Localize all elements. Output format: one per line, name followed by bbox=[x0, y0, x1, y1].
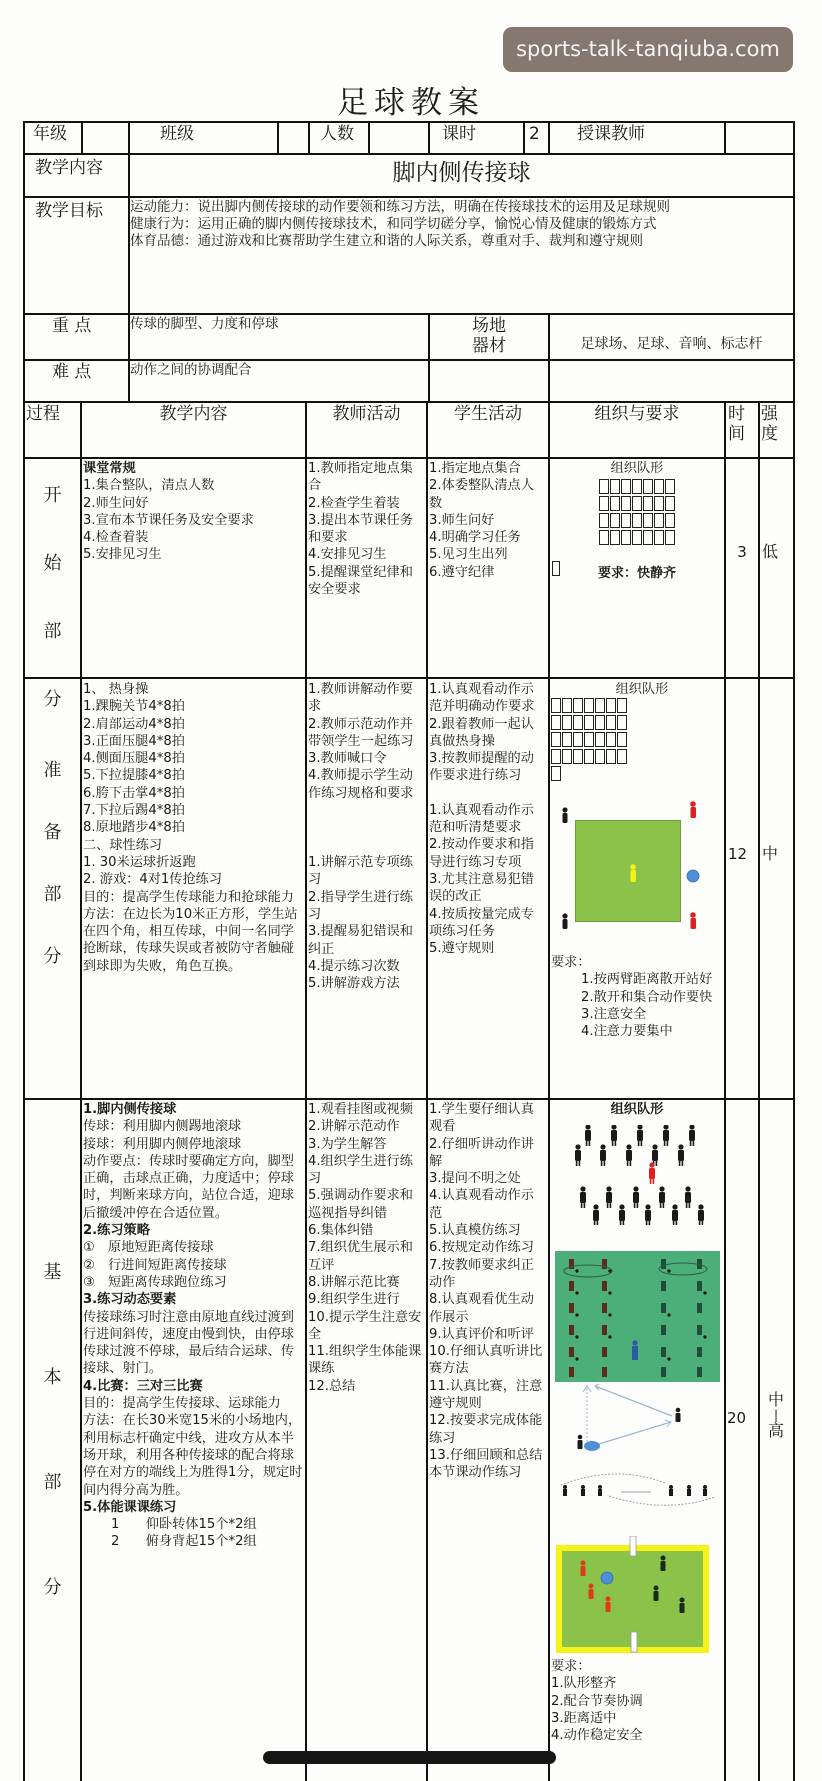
section-prep-content: 1、 热身操 1.踝腕关节4*8拍 2.肩部运动4*8拍 3.正面压腿4*8拍 4.侧面压腿4*8拍 5.下拉提膝4*8拍 6.胯下击掌4*8拍 7.下拉后踢4*8拍 8.原地踏步4*8拍 二、球性练习 1. 30米运球折返跑 2. 游戏：4对1传抢练习 目的：提高学生传球能力和抢球能力 方法：在边长为10米正方形，学生站在四个角，相互传球，中间一名同学抢断球，传球失误或者被防守者触碰到球即为失败，角色互换。 bbox=[83, 682, 298, 974]
section-main-teacher: 1.观看挂图或视频 2.讲解示范动作 3.为学生解答 4.组织学生进行练习 5.强调动作要求和巡视指导纠错 6.集体纠错 7.组织优生展示和互评 8.讲解示范比赛 9.组织学生进行 10.提示学生注意安全 11.组织学生体能课课练 12.总结 bbox=[308, 1102, 422, 1394]
col-content: 教学内容 bbox=[159, 404, 228, 424]
venue-label-line2: 器材 bbox=[472, 336, 506, 356]
objectives-text bbox=[130, 199, 670, 250]
col-process: 过程 bbox=[26, 404, 60, 424]
section-start-time: 3 bbox=[737, 543, 747, 561]
period-value: 2 bbox=[529, 124, 540, 144]
objective-line: 健康行为：运用正确的脚内侧传接球技术，和同学切磋分享，愉悦心情及健康的锻炼方式 bbox=[130, 216, 657, 232]
class-label: 班级 bbox=[160, 124, 194, 144]
section-prep-time: 12 bbox=[728, 845, 748, 863]
teacher-marker-icon bbox=[552, 561, 560, 576]
col-student: 学生活动 bbox=[454, 404, 522, 424]
teacher-label: 授课教师 bbox=[577, 124, 645, 144]
section-prep-requirements: 要求： 1.按两臂距离散开站好 2.散开和集合动作要快 3.注意安全 4.注意力要集中 bbox=[551, 955, 713, 1040]
grade-label: 年级 bbox=[33, 124, 67, 144]
formation-grid bbox=[551, 698, 627, 783]
section-main-content: 1.脚内侧传接球 传球：利用脚内侧踢地滚球 接球：利用脚内侧停地滚球 动作要点：传球时要确定方向，脚型正确，击球点正确，力度适中；停球时，判断来球方向，站位合适，迎球后撤缓冲停在合适位置。 2.练习策略 ① 原地短距离传接球 ② 行进间短距离传接球 ③ 短距离传球跑位练习 3.练习动态要素 传接球练习时注意由原地直线过渡到行进间斜传，速度由慢到快，由停球传球过渡不停球，最后结合运球、传接球、射门。 4.比赛：三对三比赛 目的：提高学生传接球、运球能力 方法：在长30米宽15米的小场地内，利用标志杆确定中线，进攻方从本半场开球，利用各种传接球的配合将球停在对方的端线上为胜得1分，规定时间内得分高为胜。 5.体能课课练习 1 仰卧转体15个*2组 2 俯身背起15个*2组 bbox=[83, 1102, 303, 1550]
difficulty-label: 难 点 bbox=[52, 362, 92, 382]
col-intensity: 强 度 bbox=[761, 404, 778, 444]
section-prep-label: 准 备 部 分 bbox=[43, 760, 62, 967]
section-prep-teacher: 1.教师讲解动作要求 2.教师示范动作并带领学生一起练习 3.教师喊口令 4.教师提示学生动作练习规格和要求 1.讲解示范专项练习 2.指导学生进行练习 3.提醒易犯错误和纠正 4.提示练习次数 5.讲解游戏方法 bbox=[308, 682, 414, 992]
section-start-org: 组织队形 要求：快静齐 bbox=[550, 460, 724, 582]
count-label: 人数 bbox=[320, 124, 354, 144]
shuttle-pass-diagram bbox=[555, 1470, 720, 1510]
triangle-pass-diagram bbox=[575, 1380, 695, 1452]
watermark-badge: sports-talk-tanqiuba.com bbox=[503, 27, 793, 72]
section-start-intensity: 低 bbox=[762, 542, 779, 561]
col-teacher: 教师活动 bbox=[332, 404, 401, 424]
section-prep-org: 组织队形 bbox=[550, 681, 724, 787]
section-main-intensity: 中 | 高 bbox=[767, 1390, 784, 1440]
formation-figures-diagram bbox=[560, 1125, 720, 1225]
difficulty-value: 动作之间的协调配合 bbox=[130, 362, 252, 378]
content-label: 教学内容 bbox=[35, 158, 103, 178]
content-title: 脚内侧传接球 bbox=[392, 160, 531, 186]
section-prep-student: 1.认真观看动作示范并明确动作要求 2.跟着教师一起认真做热身操 3.按教师提醒的动作要求进行练习 1.认真观看动作示范和听清楚要求 2.按动作要求和指导进行练习专项 3.尤其注意易犯错误的改正 4.按质按量完成专项练习任务 5.遵守规则 bbox=[429, 682, 535, 957]
grade-value[interactable] bbox=[84, 124, 126, 152]
key-point-label: 重 点 bbox=[52, 316, 92, 336]
period-label: 课时 bbox=[442, 124, 476, 144]
objective-line: 运动能力：说出脚内侧传接球的动作要领和练习方法，明确在传接球技术的运用及足球规则 bbox=[130, 199, 670, 215]
class-value[interactable] bbox=[280, 124, 306, 152]
col-org: 组织与要求 bbox=[594, 404, 680, 424]
page-title: 足球教案 bbox=[337, 85, 485, 121]
key-point-value: 传球的脚型、力度和停球 bbox=[130, 316, 279, 332]
section-main-student: 1.学生要仔细认真观看 2.仔细听讲动作讲解 3.提问不明之处 4.认真观看动作示范 5.认真模仿练习 6.按规定动作练习 7.按教师要求纠正动作 8.认真观看优生动作展示 9.认真评价和听评 10.仔细认真听讲比赛方法 11.认真比赛，注意遵守规则 12.按要求完成体能练习 13.仔细回顾和总结本节课动作练习 bbox=[429, 1102, 543, 1481]
section-main-org-title: 组织队形 bbox=[610, 1102, 664, 1117]
section-start-label: 开 始 部 分 bbox=[43, 485, 62, 710]
section-main-time: 20 bbox=[727, 1409, 747, 1427]
venue-value: 足球场、足球、音响、标志杆 bbox=[580, 336, 763, 352]
teacher-value[interactable] bbox=[727, 124, 791, 152]
section-prep-intensity: 中 bbox=[762, 844, 779, 863]
section-start-student: 1.指定地点集合 2.体委整队清点人数 3.师生问好 4.明确学习任务 5.见习生出列 6.遵守纪律 bbox=[429, 461, 534, 580]
section-start-content: 课堂常规 1.集合整队，清点人数 2.师生问好 3.宣布本节课任务及安全要求 4.检查着装 5.安排见习生 bbox=[83, 461, 254, 563]
home-indicator[interactable] bbox=[263, 1751, 556, 1764]
formation-grid bbox=[599, 479, 675, 547]
venue-label-line1: 场地 bbox=[472, 316, 506, 336]
players-diagram bbox=[555, 800, 715, 950]
section-main-label: 基 本 部 分 bbox=[43, 1262, 62, 1598]
venue-label bbox=[430, 316, 548, 356]
practice-players bbox=[555, 1251, 720, 1382]
section-start-teacher: 1.教师指定地点集合 2.检查学生着装 3.提出本节课任务和要求 4.安排见习生 5.提醒课堂纪律和安全要求 bbox=[308, 461, 413, 598]
small-sided-players bbox=[556, 1536, 709, 1662]
objective-line: 体育品德：通过游戏和比赛帮助学生建立和谐的人际关系，尊重对手、裁判和遵守规则 bbox=[130, 233, 643, 249]
col-time: 时 间 bbox=[728, 404, 745, 444]
objectives-label: 教学目标 bbox=[35, 201, 103, 221]
count-value[interactable] bbox=[371, 124, 426, 152]
start-requirement: 要求：快静齐 bbox=[597, 565, 676, 581]
section-main-requirements: 要求： 1.队形整齐 2.配合节奏协调 3.距离适中 4.动作稳定安全 bbox=[551, 1659, 643, 1744]
